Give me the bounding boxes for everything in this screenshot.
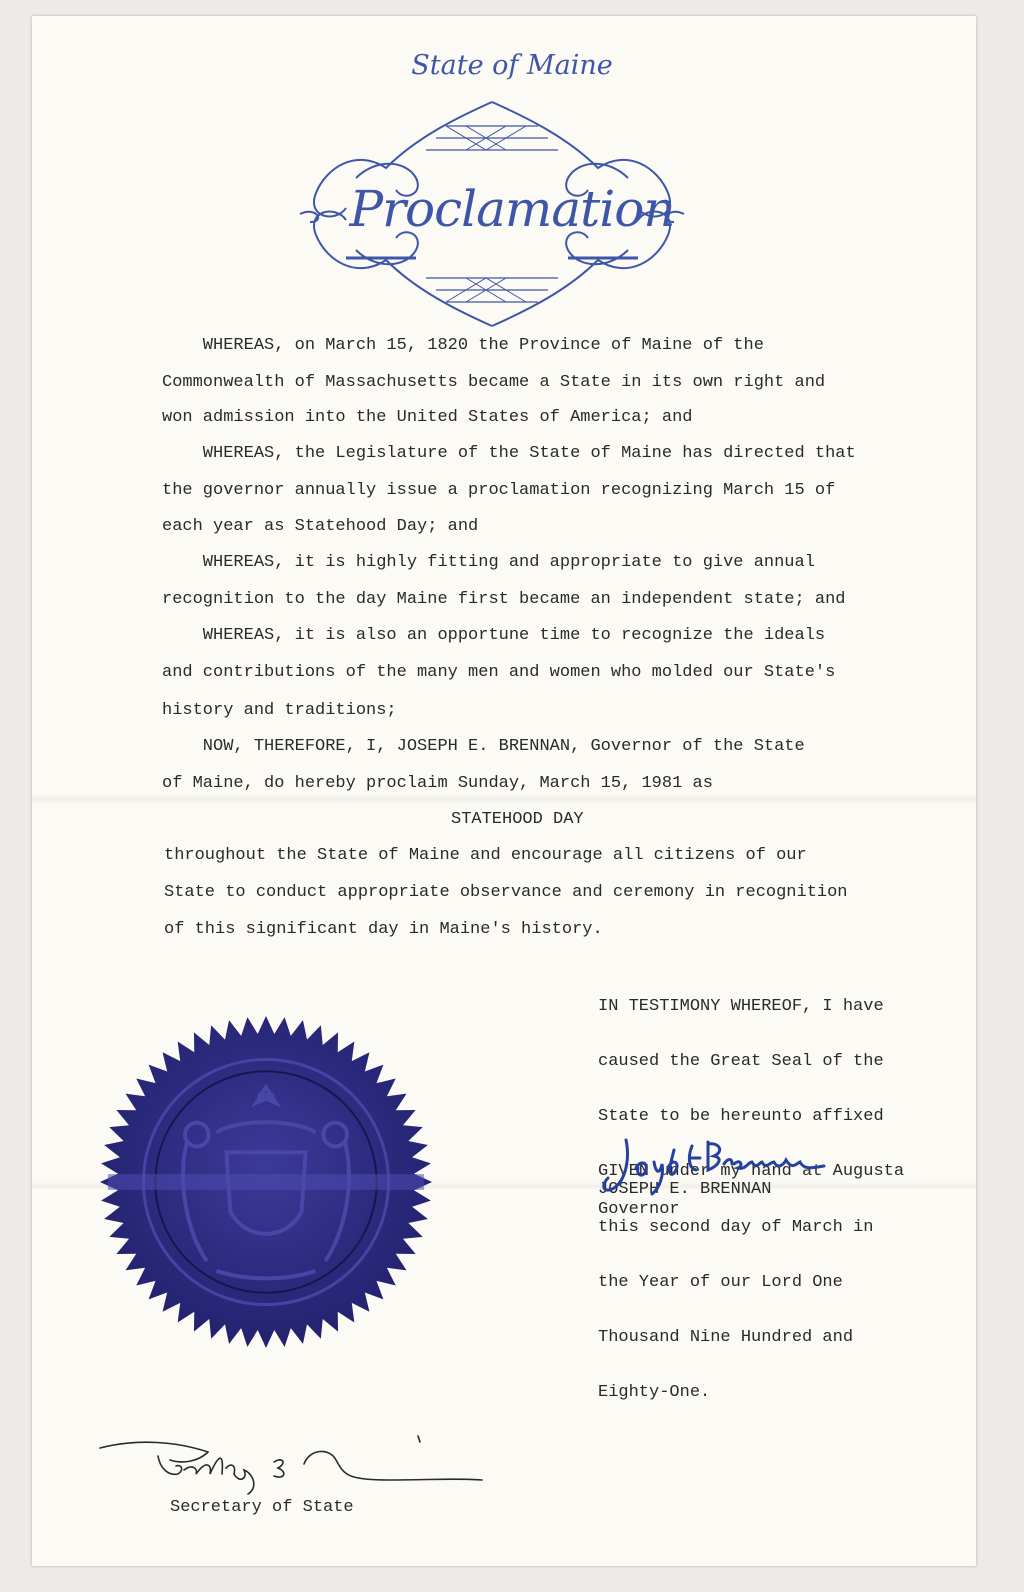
testimony-line: IN TESTIMONY WHEREOF, I have — [598, 996, 884, 1016]
testimony-line: Eighty-One. — [598, 1383, 711, 1403]
body-line: WHEREAS, the Legislature of the State of Maine has directed that — [162, 444, 856, 463]
secretary-of-state-title: Secretary of State — [170, 1498, 354, 1517]
body-line: and contributions of the many men and women who molded our State's — [162, 663, 836, 682]
body-line: the governor annually issue a proclamation recognizing March 15 of — [162, 481, 836, 500]
body-line: of this significant day in Maine's history. — [164, 920, 603, 939]
body-line: WHEREAS, on March 15, 1820 the Province of Maine of the — [162, 336, 764, 355]
body-line: NOW, THEREFORE, I, JOSEPH E. BRENNAN, Governor of the State — [162, 737, 805, 756]
statehood-day-heading: STATEHOOD DAY — [451, 810, 584, 829]
testimony-line: the Year of our Lord One — [598, 1272, 843, 1292]
governor-title: Governor — [598, 1200, 680, 1219]
governor-signature-icon — [596, 1128, 846, 1198]
body-line: State to conduct appropriate observance and ceremony in recognition — [164, 883, 848, 902]
testimony-line: GIVEN under my hand at Augusta — [598, 1162, 905, 1182]
fold-line — [32, 794, 976, 804]
governor-name: JOSEPH E. BRENNAN — [598, 1180, 772, 1199]
body-line: recognition to the day Maine first became an independent state; and — [162, 590, 846, 609]
testimony-line: caused the Great Seal of the — [598, 1052, 884, 1072]
body-line: WHEREAS, it is highly fitting and appropriate to give annual — [162, 553, 815, 572]
secretary-signature-icon — [98, 1434, 498, 1504]
state-seal-icon — [98, 1014, 434, 1350]
body-line: throughout the State of Maine and encourage all citizens of our — [164, 846, 807, 865]
body-line: each year as Statehood Day; and — [162, 517, 479, 536]
state-of-maine-heading: State of Maine — [411, 50, 613, 81]
proclamation-title: Proclamation — [349, 180, 675, 238]
body-line: won admission into the United States of America; and — [162, 408, 693, 427]
testimony-line: State to be hereunto affixed — [598, 1107, 884, 1127]
body-line: history and traditions; — [162, 701, 397, 720]
body-line: WHEREAS, it is also an opportune time to recognize the ideals — [162, 626, 826, 645]
body-line: Commonwealth of Massachusetts became a State in its own right and — [162, 373, 826, 392]
testimony-line: Thousand Nine Hundred and — [598, 1328, 854, 1348]
testimony-line: this second day of March in — [598, 1217, 874, 1237]
body-line: of Maine, do hereby proclaim Sunday, March 15, 1981 as — [162, 774, 713, 793]
